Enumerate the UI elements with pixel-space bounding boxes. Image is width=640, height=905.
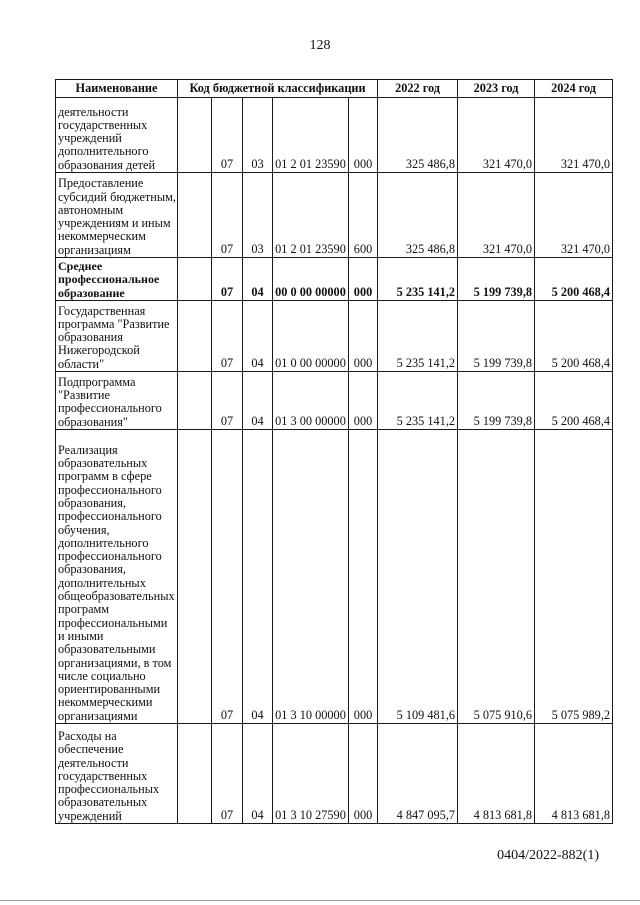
table-row: [56, 173, 613, 258]
table-body: [56, 98, 613, 824]
cell-subsection-code: 04: [243, 258, 273, 301]
table-row: [56, 724, 613, 824]
cell-amount-2024: 5 200 468,4: [535, 372, 613, 430]
cell-amount-2023: 5 075 910,6: [458, 430, 535, 724]
cell-target-article: 01 2 01 23590: [273, 173, 349, 258]
cell-section-code: 07: [212, 430, 243, 724]
row-name: деятельности государственных учреждений дополнительного образования детей: [56, 98, 178, 173]
cell-amount-2024: 321 470,0: [535, 98, 613, 173]
page-number: 128: [309, 38, 331, 53]
cell-subsection-code: 04: [243, 372, 273, 430]
cell-target-article: 01 3 10 27590: [273, 724, 349, 824]
cell-amount-2023: 321 470,0: [458, 173, 535, 258]
cell-target-article: 01 3 10 00000: [273, 430, 349, 724]
cell-section-blank: [178, 173, 212, 258]
header-2022: 2022 год: [378, 80, 458, 98]
cell-subsection-code: 04: [243, 724, 273, 824]
cell-expense-type: 000: [349, 372, 378, 430]
cell-subsection-code: 03: [243, 98, 273, 173]
cell-amount-2022: 325 486,8: [378, 98, 458, 173]
cell-amount-2023: 5 199 739,8: [458, 372, 535, 430]
table-header-row: [56, 80, 613, 98]
cell-amount-2023: 5 199 739,8: [458, 258, 535, 301]
cell-subsection-code: 04: [243, 301, 273, 372]
cell-amount-2022: 4 847 095,7: [378, 724, 458, 824]
row-name: Реализация образовательных программ в сфере профессионального образования, профессионального обучения, дополнительного профессионального образования, дополнительных общеобразовательных программ профессиональными и иными образовательными организациями, в том числе социально ориентированными некоммерческими организациями: [56, 430, 178, 724]
cell-amount-2023: 5 199 739,8: [458, 301, 535, 372]
header-2023: 2023 год: [458, 80, 535, 98]
cell-amount-2024: 321 470,0: [535, 173, 613, 258]
row-name: Предоставление субсидий бюджетным, автономным учреждениям и иным некоммерческим организациям: [56, 173, 178, 258]
cell-expense-type: 000: [349, 98, 378, 173]
cell-target-article: 01 0 00 00000: [273, 301, 349, 372]
cell-amount-2022: 5 235 141,2: [378, 258, 458, 301]
row-name: Среднее профессиональное образование: [56, 258, 178, 301]
cell-section-code: 07: [212, 301, 243, 372]
cell-amount-2024: 4 813 681,8: [535, 724, 613, 824]
document-code: 0404/2022-882(1): [497, 848, 599, 863]
cell-amount-2024: 5 200 468,4: [535, 258, 613, 301]
cell-section-blank: [178, 301, 212, 372]
cell-amount-2022: 5 109 481,6: [378, 430, 458, 724]
cell-section-blank: [178, 372, 212, 430]
cell-amount-2024: 5 075 989,2: [535, 430, 613, 724]
cell-amount-2024: 5 200 468,4: [535, 301, 613, 372]
table-row: [56, 98, 613, 173]
row-name: Государственная программа "Развитие образования Нижегородской области": [56, 301, 178, 372]
cell-amount-2023: 4 813 681,8: [458, 724, 535, 824]
header-2024: 2024 год: [535, 80, 613, 98]
cell-section-blank: [178, 258, 212, 301]
cell-amount-2023: 321 470,0: [458, 98, 535, 173]
cell-amount-2022: 5 235 141,2: [378, 372, 458, 430]
cell-expense-type: 000: [349, 258, 378, 301]
cell-section-code: 07: [212, 173, 243, 258]
cell-amount-2022: 325 486,8: [378, 173, 458, 258]
table-row: [56, 258, 613, 301]
cell-section-code: 07: [212, 724, 243, 824]
cell-target-article: 00 0 00 00000: [273, 258, 349, 301]
cell-target-article: 01 2 01 23590: [273, 98, 349, 173]
cell-expense-type: 000: [349, 430, 378, 724]
bottom-rule: [0, 900, 640, 901]
cell-section-blank: [178, 98, 212, 173]
row-name: Подпрограмма "Развитие профессионального образования": [56, 372, 178, 430]
cell-expense-type: 600: [349, 173, 378, 258]
table-row: [56, 372, 613, 430]
cell-subsection-code: 04: [243, 430, 273, 724]
cell-expense-type: 000: [349, 724, 378, 824]
cell-section-code: 07: [212, 258, 243, 301]
cell-section-code: 07: [212, 372, 243, 430]
header-budget-code: Код бюджетной классификации: [178, 80, 378, 98]
cell-section-blank: [178, 724, 212, 824]
cell-amount-2022: 5 235 141,2: [378, 301, 458, 372]
cell-expense-type: 000: [349, 301, 378, 372]
cell-target-article: 01 3 00 00000: [273, 372, 349, 430]
table-row: [56, 430, 613, 724]
header-name: Наименование: [56, 80, 178, 98]
cell-section-blank: [178, 430, 212, 724]
row-name: Расходы на обеспечение деятельности государственных профессиональных образовательных учреждений: [56, 724, 178, 824]
cell-subsection-code: 03: [243, 173, 273, 258]
cell-section-code: 07: [212, 98, 243, 173]
budget-table: [55, 79, 613, 824]
table-row: [56, 301, 613, 372]
